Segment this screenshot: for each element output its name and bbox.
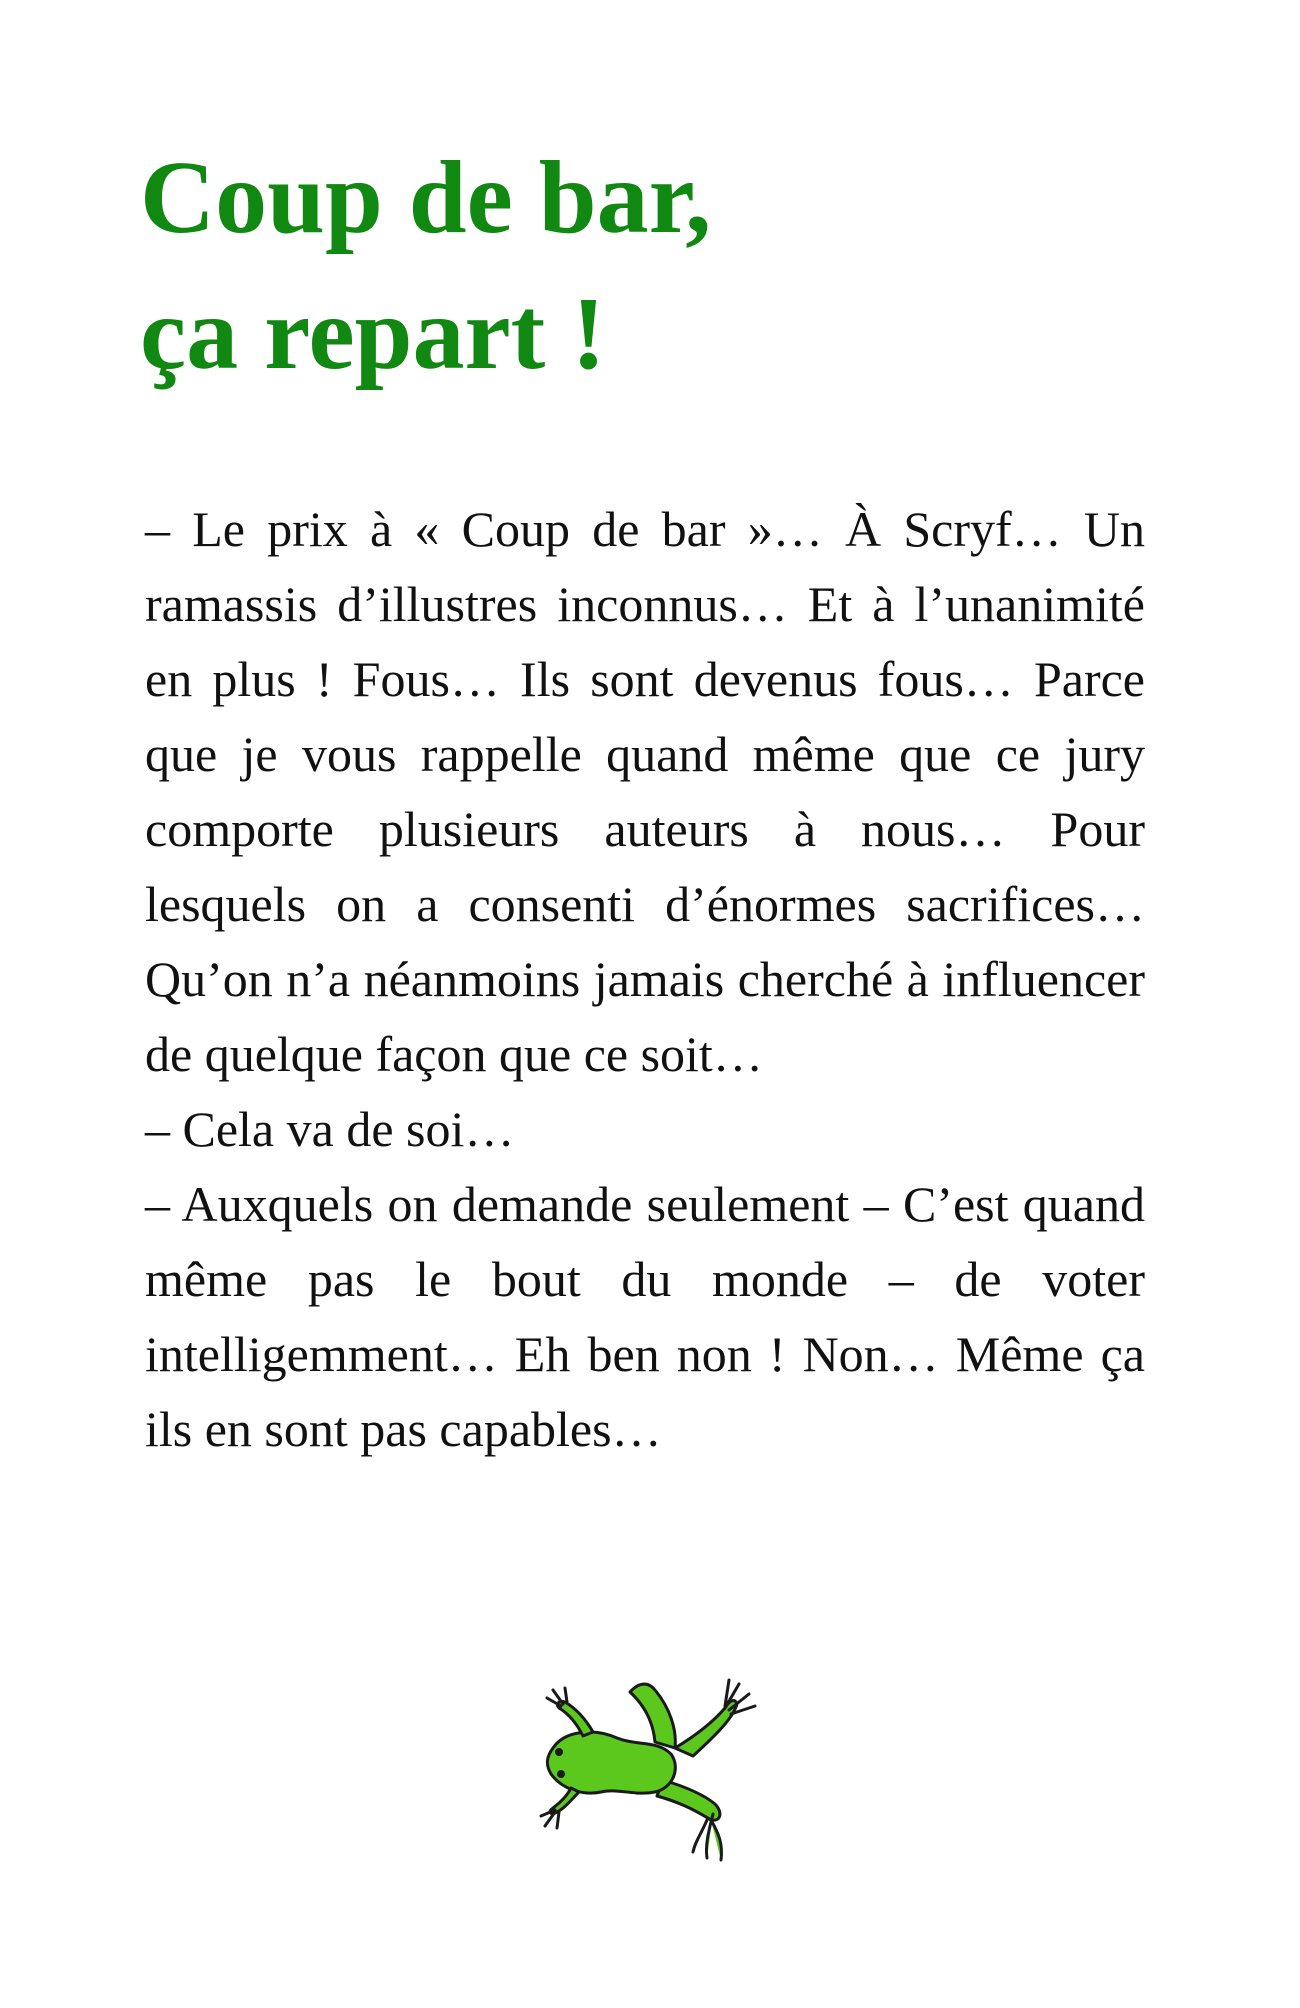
chapter-title-line-2: ça repart ! — [140, 276, 606, 391]
chapter-title-line-1: Coup de bar, — [140, 140, 712, 255]
chapter-title — [140, 130, 711, 402]
paragraph: – Le prix à « Coup de bar »… À Scryf… Un ramassis d’illustres inconnus… Et à l’unanimité en plus ! Fous… Ils sont devenus fous… Parce que je vous rappelle quand même que ce jury comporte plusieurs auteurs à nous… Pour lesquels on a consenti d’énormes sacrifices… Qu’on n’a néanmoins jamais cherché à influencer de quelque façon que ce soit… — [145, 501, 1145, 1082]
frog-icon — [525, 1670, 775, 1870]
chapter-body — [145, 492, 1145, 1467]
paragraph: – Cela va de soi… — [145, 1101, 515, 1157]
paragraph: – Auxquels on demande seulement – C’est quand même pas le bout du monde – de voter intelligemment… Eh ben non ! Non… Même ça ils en sont pas capables… — [145, 1176, 1145, 1457]
